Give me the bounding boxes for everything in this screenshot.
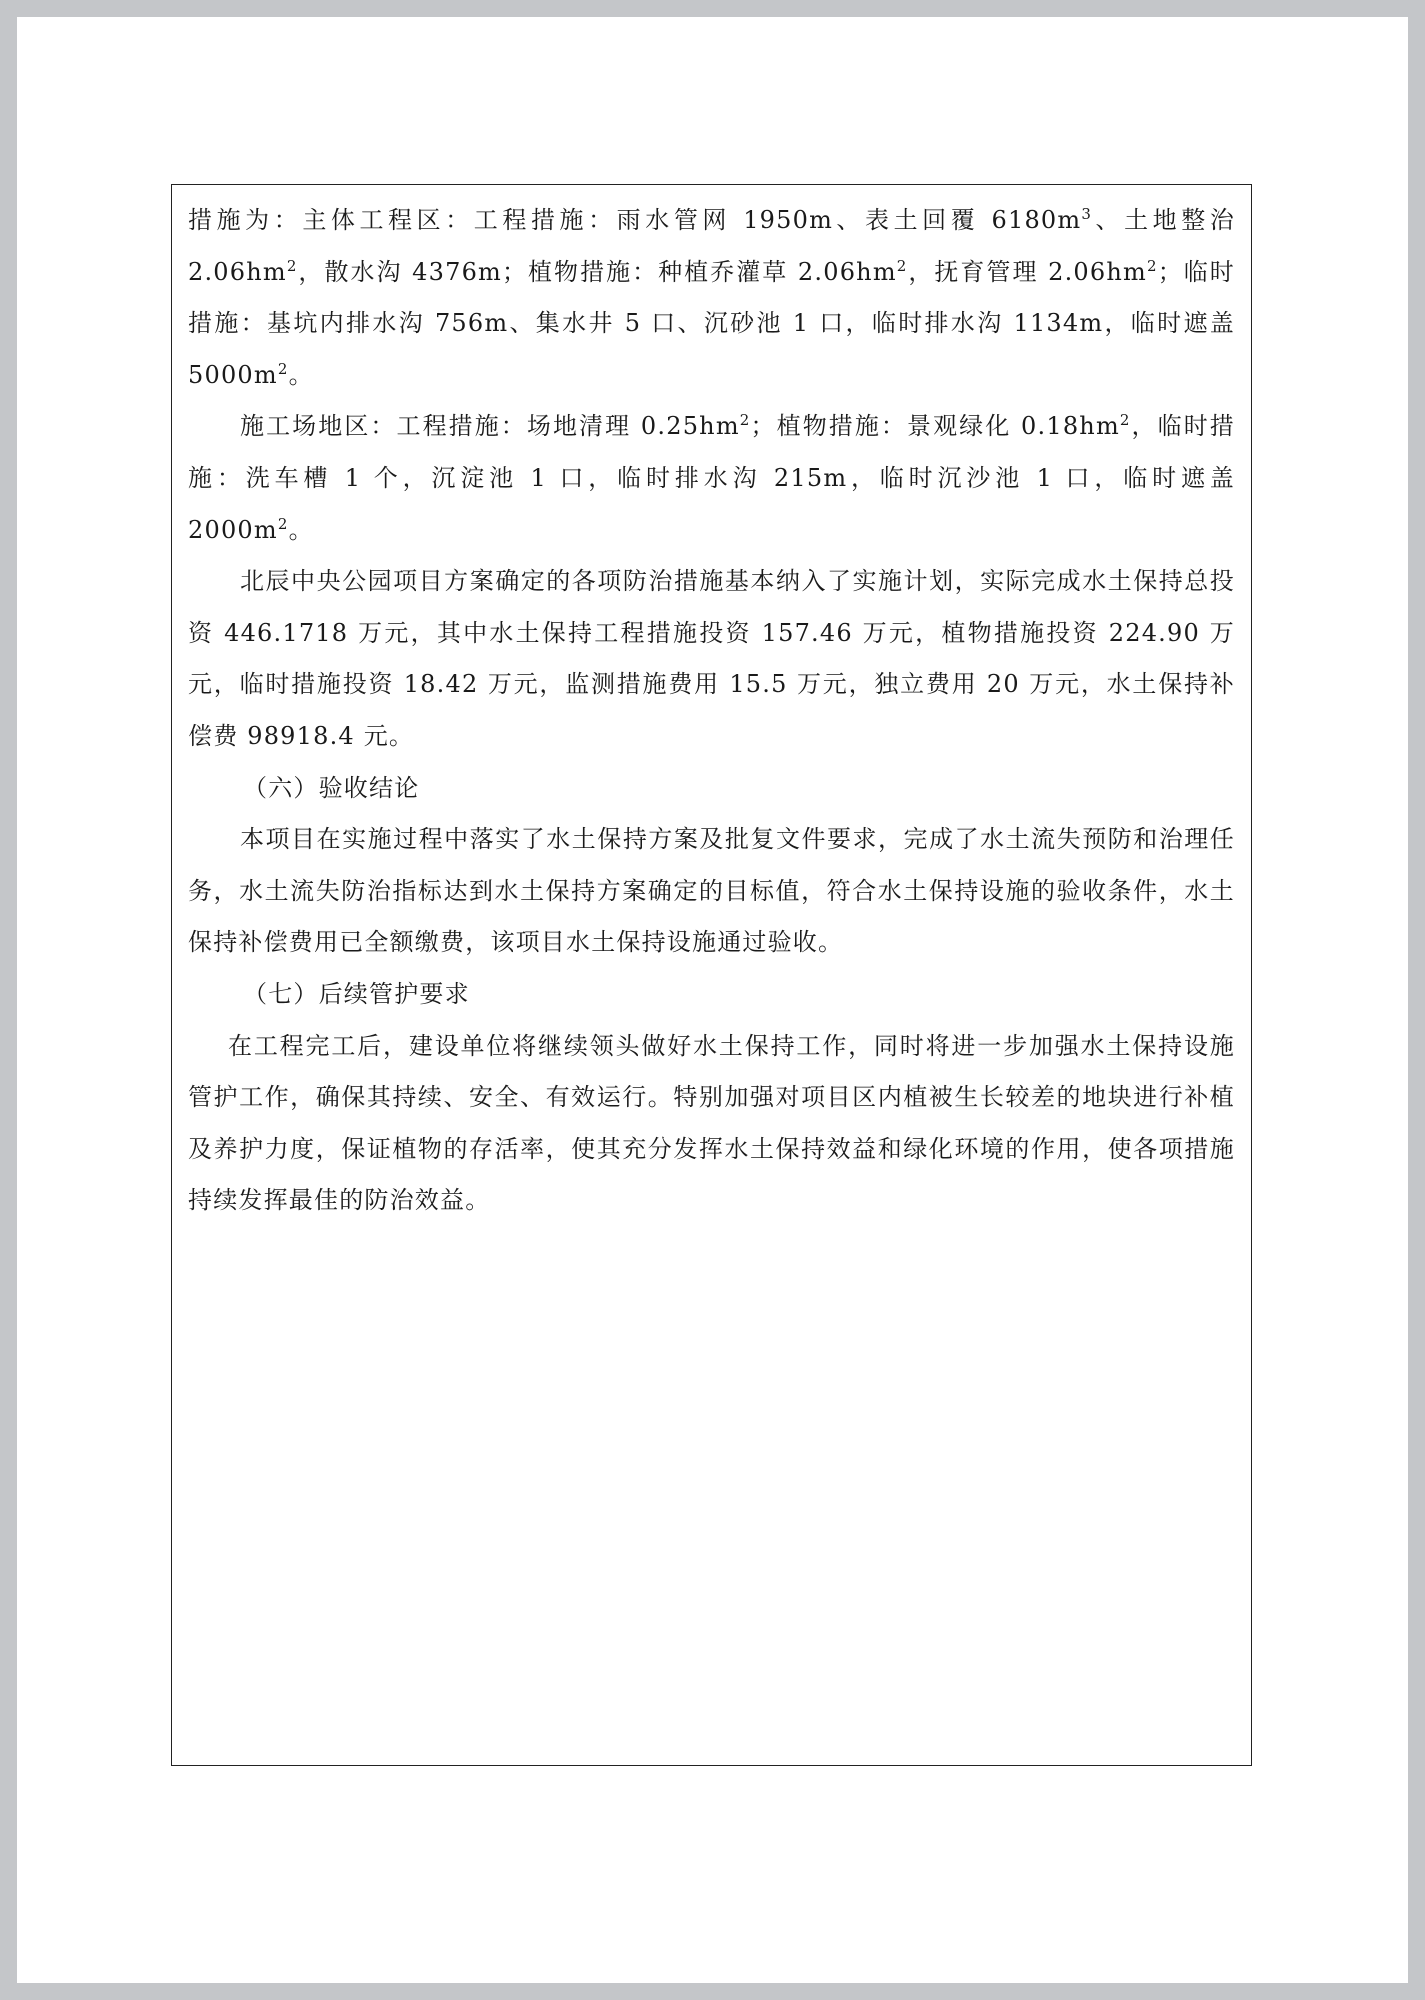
paragraph-maintenance: 在工程完工后，建设单位将继续领头做好水土保持工作，同时将进一步加强水土保持设施管护工作，确保其持续、安全、有效运行。特别加强对项目区内植被生长较差的地块进行补植及养护力度，保证植物的存活率，使其充分发挥水土保持效益和绿化环境的作用，使各项措施持续发挥最佳的防治效益。 xyxy=(188,1031,1235,1215)
section-heading-acceptance-conclusion: （六）验收结论 xyxy=(243,773,420,802)
table-cell-frame xyxy=(171,184,1252,1766)
paragraph-acceptance-conclusion: 本项目在实施过程中落实了水土保持方案及批复文件要求，完成了水土流失预防和治理任务，水土流失防治指标达到水土保持方案确定的目标值，符合水土保持设施的验收条件，水土保持补偿费用已全额缴费，该项目水土保持设施通过验收。 xyxy=(188,825,1235,957)
section-heading-maintenance: （七）后续管护要求 xyxy=(243,979,470,1008)
paragraph-construction-site-measures: 施工场地区：工程措施：场地清理 $0.25hm^2$；植物措施：景观绿化 $0.18hm^2$，临时措施：洗车槽 1 个，沉淀池 1 口，临时排水沟 215m，临时沉沙池 1 口，临时遮盖 $2000m^2$。 xyxy=(188,411,1235,544)
document-page xyxy=(17,17,1408,1983)
paragraph-investment: 北辰中央公园项目方案确定的各项防治措施基本纳入了实施计划，实际完成水土保持总投资 446.1718 万元，其中水土保持工程措施投资 157.46 万元，植物措施投资 224.90 万元，临时措施投资 18.42 万元，监测措施费用 15.5 万元，独立费用 20 万元，水土保持补偿费 98918.4 元。 xyxy=(188,567,1235,750)
paragraph-main-works-measures: 措施为：主体工程区：工程措施：雨水管网 1950m、表土回覆 $6180m^3$、土地整治 $2.06hm^2$，散水沟 4376m；植物措施：种植乔灌草 $2.06hm^2$，抚育管理 $2.06hm^2$；临时措施：基坑内排水沟 756m、集水井 5 口、沉砂池 1 口，临时排水沟 1134m，临时遮盖 $5000m^2$。 xyxy=(188,205,1236,389)
text-content xyxy=(188,195,1235,1227)
